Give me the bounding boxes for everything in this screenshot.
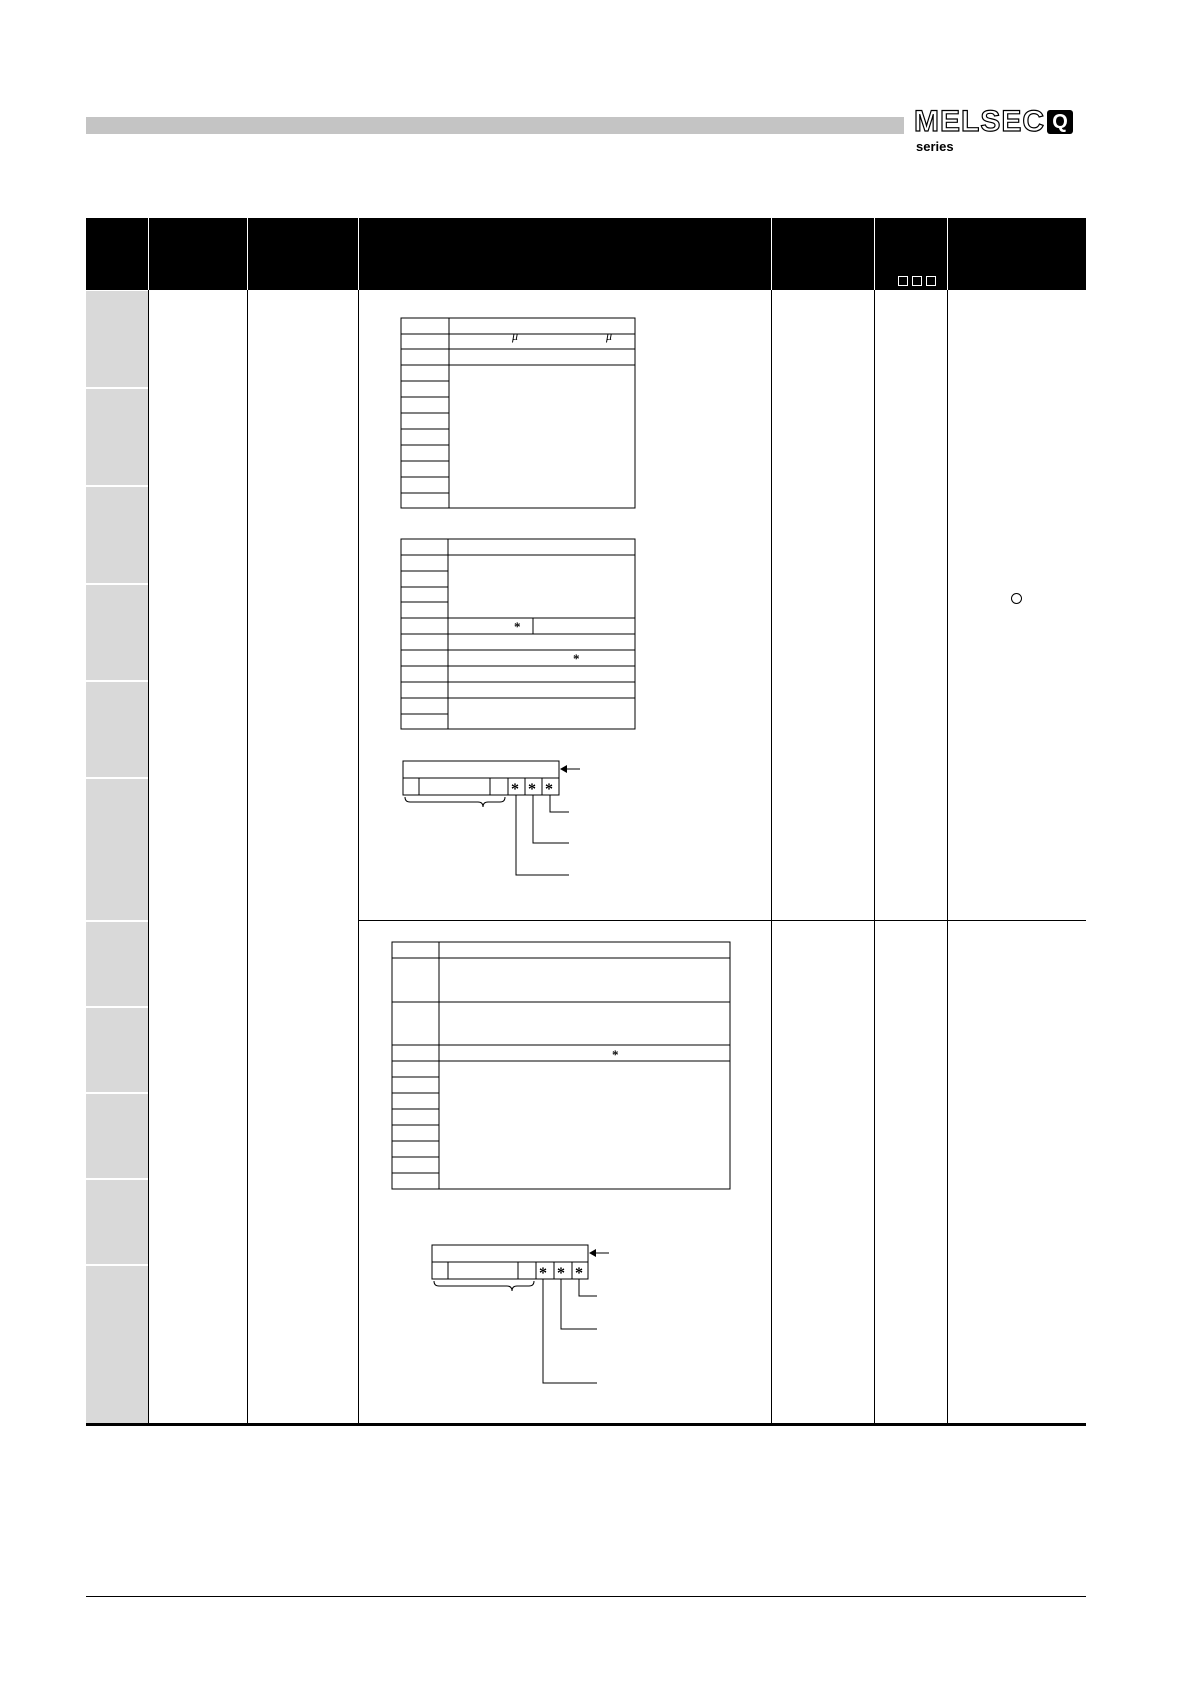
column-divider [771,290,772,1423]
melsec-q-series-logo [914,105,1086,154]
mu-symbol: μ [512,329,519,343]
column-divider [247,290,248,1423]
applicable-circle-mark [1011,593,1022,604]
footer-rule [86,1596,1086,1597]
asterisk: * [575,1265,583,1282]
checkbox-icon [898,276,908,286]
row-number-cell [86,291,148,387]
header-separator [874,218,875,290]
row-divider [358,920,1086,921]
checkbox-icon [912,276,922,286]
lower-diagrams [360,922,770,1422]
header-separator [247,218,248,290]
column-divider [874,290,875,1423]
mu-symbol: μ [606,329,613,343]
header-separator [771,218,772,290]
register-table-3 [392,942,730,1189]
header-separator [358,218,359,290]
table-header [86,218,1086,290]
row-number-cell [86,922,148,1006]
logo-q-badge: Q [1047,110,1073,134]
table-bottom-rule [86,1423,1086,1426]
row-number-cell [86,487,148,583]
row-number-cell [86,1008,148,1092]
asterisk: * [545,781,553,798]
logo-series: series [916,139,954,154]
row-number-cell [86,682,148,777]
upper-diagrams [360,292,770,918]
row-number-cell [86,1266,148,1423]
asterisk: * [557,1265,565,1282]
asterisk: * [514,619,521,634]
bit-register-2 [432,1245,588,1262]
row-number-cell [86,1094,148,1178]
header-bar [86,117,904,134]
column-divider [148,290,149,1423]
checkbox-icon [926,276,936,286]
header-separator [947,218,948,290]
row-number-cell [86,389,148,485]
logo-brand: MELSEC [914,105,1046,138]
header-separator [148,218,149,290]
bit-register-1 [403,761,559,778]
row-number-cell [86,585,148,680]
column-divider [947,290,948,1423]
row-number-cell [86,779,148,920]
asterisk: * [539,1265,547,1282]
column-divider [358,290,359,1423]
asterisk: * [528,781,536,798]
asterisk: * [612,1047,619,1062]
asterisk: * [511,781,519,798]
asterisk: * [573,651,580,666]
row-number-cell [86,1180,148,1264]
